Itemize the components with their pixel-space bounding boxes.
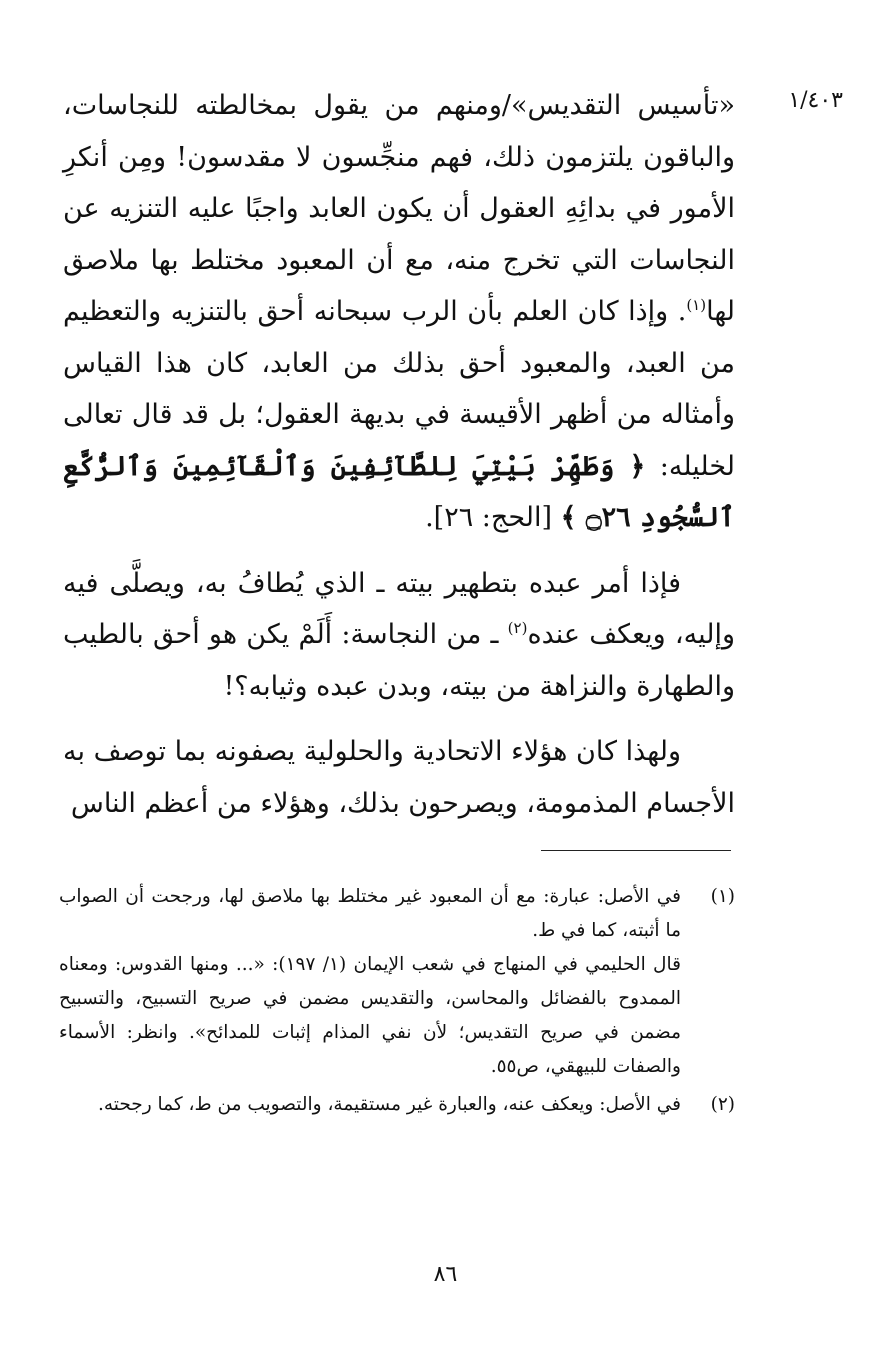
paragraph-2 — [63, 558, 735, 713]
footnote-text: في الأصل: ويعكف عنه، والعبارة غير مستقيمة، والتصويب من ط، كما رجحته. — [97, 1094, 681, 1115]
footnote-body — [59, 880, 681, 1084]
paragraph-2-text-b: ـ من النجاسة: أَلَمْ يكن هو أحق بالطيب والطهارة والنزاهة من بيته، وبدن عبده وثيابه؟! — [63, 619, 735, 702]
footnote-2 — [59, 1088, 735, 1122]
footnotes — [59, 880, 735, 1122]
footnote-separator — [541, 850, 731, 851]
quran-verse: ﴿ وَطَهِّرْ بَيْتِيَ لِلطَّآئِفِينَ وَٱلْقَآئِمِينَ وَٱلرُّكَّعِ ٱلسُّجُودِ ۝٢٦ ﴾ — [63, 450, 735, 533]
footnote-body — [59, 1088, 681, 1122]
main-text — [63, 80, 735, 829]
footnote-1 — [59, 880, 735, 1084]
verse-citation: [الحج: ٢٦]. — [425, 502, 561, 533]
footnote-text: في الأصل: عبارة: مع أن المعبود غير مختلط بها ملاصق لها، ورجحت أن الصواب ما أثبته، كما في ط. — [59, 886, 681, 941]
margin-manuscript-reference: ١/٤٠٣ — [788, 88, 843, 113]
footnote-text: قال الحليمي في المنهاج في شعب الإيمان (١/ ١٩٧): «... ومنها القدوس: ومعناه الممدوح بالفضائل والمحاسن، والتقديس مضمن في صريح التسبيح، والتسبيح مضمن في صريح التقديس؛ لأن نفي المذام إثبات للمدائح». وانظر: الأسماء والصفات للبيهقي، ص٥٥. — [59, 954, 681, 1077]
page-number: ٨٦ — [433, 1262, 458, 1287]
footnote-number: (١) — [710, 886, 735, 907]
footnote-ref-1[interactable]: (١) — [686, 296, 707, 314]
paragraph-1-text-b: . وإذا كان العلم بأن الرب سبحانه أحق بالتنزيه والتعظيم من العبد، والمعبود أحق بذلك من العابد، كان هذا القياس وأمثاله من أظهر الأقيسة في بديهة العقول؛ بل قد قال تعالى لخليله: — [63, 296, 735, 482]
paragraph-1 — [63, 80, 735, 544]
footnote-number: (٢) — [710, 1094, 735, 1115]
footnote-ref-2[interactable]: (٢) — [507, 619, 528, 637]
paragraph-1-text-a: «تأسيس التقديس»/ومنهم من يقول بمخالطته للنجاسات، والباقون يلتزمون ذلك، فهم منجِّسون لا مقدسون! ومِن أنكرِ الأمور في بدائِهِ العقول أن يكون العابد واجبًا عليه التنزيه عن النجاسات التي تخرج منه، مع أن المعبود مختلط بها ملاصق لها — [63, 90, 735, 327]
paragraph-2-text-a: فإذا أمر عبده بتطهير بيته ـ الذي يُطافُ به، ويصلَّى فيه وإليه، ويعكف عنده — [63, 567, 735, 650]
paragraph-3: ولهذا كان هؤلاء الاتحادية والحلولية يصفونه بما توصف به الأجسام المذمومة، ويصرحون بذلك، وهؤلاء من أعظم الناس — [63, 736, 735, 819]
